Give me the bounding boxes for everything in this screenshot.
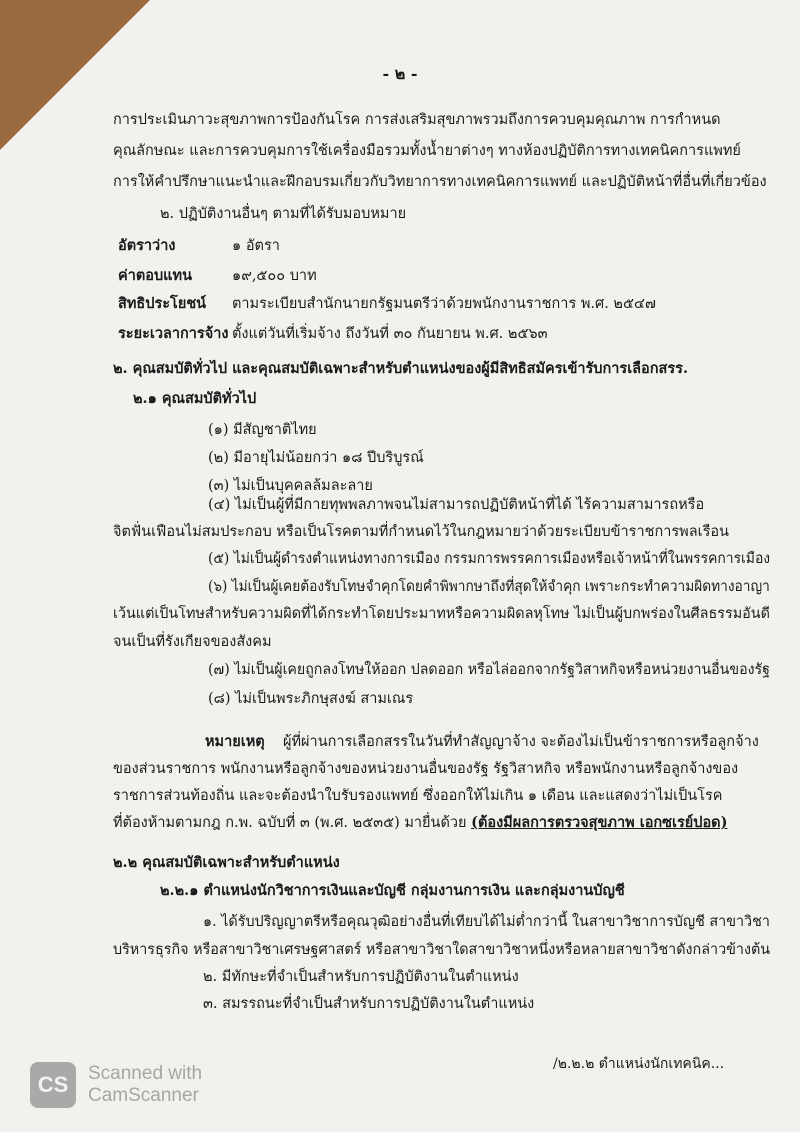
- qualification-item-2: (๒) มีอายุไม่น้อยกว่า ๑๘ ปีบริบูรณ์: [208, 450, 424, 466]
- intro-line-3: การให้คำปรึกษาแนะนำและฝึกอบรมเกี่ยวกับวิทยาการทางเทคนิคการแพทย์ และปฏิบัติหน้าที่อื่นที่เกี่ยวข้อง: [113, 174, 767, 190]
- note-line-4: [113, 813, 727, 833]
- intro-line-2: คุณลักษณะ และการควบคุมการใช้เครื่องมือรวมทั้งน้ำยาต่างๆ ทางห้องปฏิบัติการทางเทคนิคการแพทย์: [113, 143, 741, 159]
- detail-label-vacancy: อัตราว่าง: [118, 237, 176, 254]
- camscanner-logo-icon: CS: [30, 1062, 76, 1108]
- detail-label-period: ระยะเวลาการจ้าง: [118, 325, 229, 342]
- qualification-item-4a: (๔) ไม่เป็นผู้ที่มีกายทุพพลภาพจนไม่สามารถปฏิบัติหน้าที่ได้ ไร้ความสามารถหรือ: [208, 497, 705, 513]
- qualification-item-5: (๕) ไม่เป็นผู้ดำรงตำแหน่งทางการเมือง กรรมการพรรคการเมืองหรือเจ้าหน้าที่ในพรรคการเมือง: [208, 551, 771, 567]
- qualification-item-6a: (๖) ไม่เป็นผู้เคยต้องรับโทษจำคุกโดยคำพิพากษาถึงที่สุดให้จำคุก เพราะกระทำความผิดทางอาญา: [208, 579, 770, 595]
- continuation-reference: /๒.๒.๒ ตำแหน่งนักเทคนิค...: [553, 1056, 725, 1072]
- camscanner-line-2: CamScanner: [88, 1085, 199, 1106]
- section-2-2-heading: ๒.๒ คุณสมบัติเฉพาะสำหรับตำแหน่ง: [113, 854, 340, 871]
- qualification-item-6b: เว้นแต่เป็นโทษสำหรับความผิดที่ได้กระทำโดยประมาทหรือความผิดลหุโทษ ไม่เป็นผู้บกพร่องในศีลธรรมอันดี: [113, 606, 770, 622]
- specific-qualification-1a: ๑. ได้รับปริญญาตรีหรือคุณวุฒิอย่างอื่นที่เทียบได้ไม่ต่ำกว่านี้ ในสาขาวิชาการบัญชี สาขาวิชา: [203, 914, 770, 930]
- section-2-heading: ๒. คุณสมบัติทั่วไป และคุณสมบัติเฉพาะสำหรับตำแหน่งของผู้มีสิทธิสมัครเข้ารับการเลือกสรร.: [113, 360, 689, 377]
- note-line-1: ผู้ที่ผ่านการเลือกสรรในวันที่ทำสัญญาจ้าง จะต้องไม่เป็นข้าราชการหรือลูกจ้าง: [283, 734, 759, 750]
- page-number: - ๒ -: [382, 64, 418, 83]
- intro-line-4: ๒. ปฏิบัติงานอื่นๆ ตามที่ได้รับมอบหมาย: [160, 206, 407, 222]
- specific-qualification-1b: บริหารธุรกิจ หรือสาขาวิชาเศรษฐศาสตร์ หรือสาขาวิชาใดสาขาวิชาหนึ่งหรือหลายสาขาวิชาดังกล่าวข้างต้น: [113, 942, 771, 958]
- camscanner-line-1: Scanned with: [88, 1063, 203, 1084]
- detail-value-salary: ๑๙,๕๐๐ บาท: [232, 268, 317, 284]
- section-2-1-heading: ๒.๑ คุณสมบัติทั่วไป: [133, 390, 257, 407]
- specific-qualification-2: ๒. มีทักษะที่จำเป็นสำหรับการปฏิบัติงานในตำแหน่ง: [203, 969, 519, 985]
- specific-qualification-3: ๓. สมรรถนะที่จำเป็นสำหรับการปฏิบัติงานในตำแหน่ง: [203, 996, 535, 1012]
- note-line-2: ของส่วนราชการ พนักงานหรือลูกจ้างของหน่วยงานอื่นของรัฐ รัฐวิสาหกิจ หรือพนักงานหรือลูกจ้างของ: [113, 761, 739, 777]
- camscanner-text: [88, 1063, 202, 1107]
- qualification-item-7: (๗) ไม่เป็นผู้เคยถูกลงโทษให้ออก ปลดออก หรือไล่ออกจากรัฐวิสาหกิจหรือหน่วยงานอื่นของรัฐ: [208, 662, 770, 678]
- intro-line-1: การประเมินภาวะสุขภาพการป้องกันโรค การส่งเสริมสุขภาพรวมถึงการควบคุมคุณภาพ การกำหนด: [113, 112, 721, 128]
- note-line-4-text: ที่ต้องห้ามตามกฎ ก.พ. ฉบับที่ ๓ (พ.ศ. ๒๕๓๕) มายื่นด้วย: [113, 815, 472, 831]
- detail-label-benefits: สิทธิประโยชน์: [118, 295, 207, 312]
- detail-value-vacancy: ๑ อัตรา: [232, 238, 280, 254]
- qualification-item-1: (๑) มีสัญชาติไทย: [208, 422, 317, 438]
- note-label: หมายเหตุ: [205, 733, 265, 750]
- detail-label-salary: ค่าตอบแทน: [118, 267, 192, 284]
- qualification-item-3: (๓) ไม่เป็นบุคคลล้มละลาย: [208, 478, 373, 494]
- section-2-2-1-heading: ๒.๒.๑ ตำแหน่งนักวิชาการเงินและบัญชี กลุ่มงานการเงิน และกลุ่มงานบัญชี: [160, 882, 625, 899]
- qualification-item-4b: จิตฟั่นเฟือนไม่สมประกอบ หรือเป็นโรคตามที่กำหนดไว้ในกฎหมายว่าด้วยระเบียบข้าราชการพลเรือน: [113, 524, 729, 540]
- camscanner-watermark: [30, 1062, 202, 1108]
- detail-value-benefits: ตามระเบียบสำนักนายกรัฐมนตรีว่าด้วยพนักงานราชการ พ.ศ. ๒๕๔๗: [232, 296, 656, 312]
- note-line-4-emphasis: (ต้องมีผลการตรวจสุขภาพ เอกซเรย์ปอด): [471, 814, 728, 831]
- note-line-3: ราชการส่วนท้องถิ่น และจะต้องนำใบรับรองแพทย์ ซึ่งออกให้ไม่เกิน ๑ เดือน และแสดงว่าไม่เป็นโรค: [113, 788, 723, 804]
- detail-value-period: ตั้งแต่วันที่เริ่มจ้าง ถึงวันที่ ๓๐ กันยายน พ.ศ. ๒๕๖๓: [232, 326, 548, 342]
- qualification-item-8: (๘) ไม่เป็นพระภิกษุสงฆ์ สามเณร: [208, 691, 414, 707]
- qualification-item-6c: จนเป็นที่รังเกียจของสังคม: [113, 634, 272, 650]
